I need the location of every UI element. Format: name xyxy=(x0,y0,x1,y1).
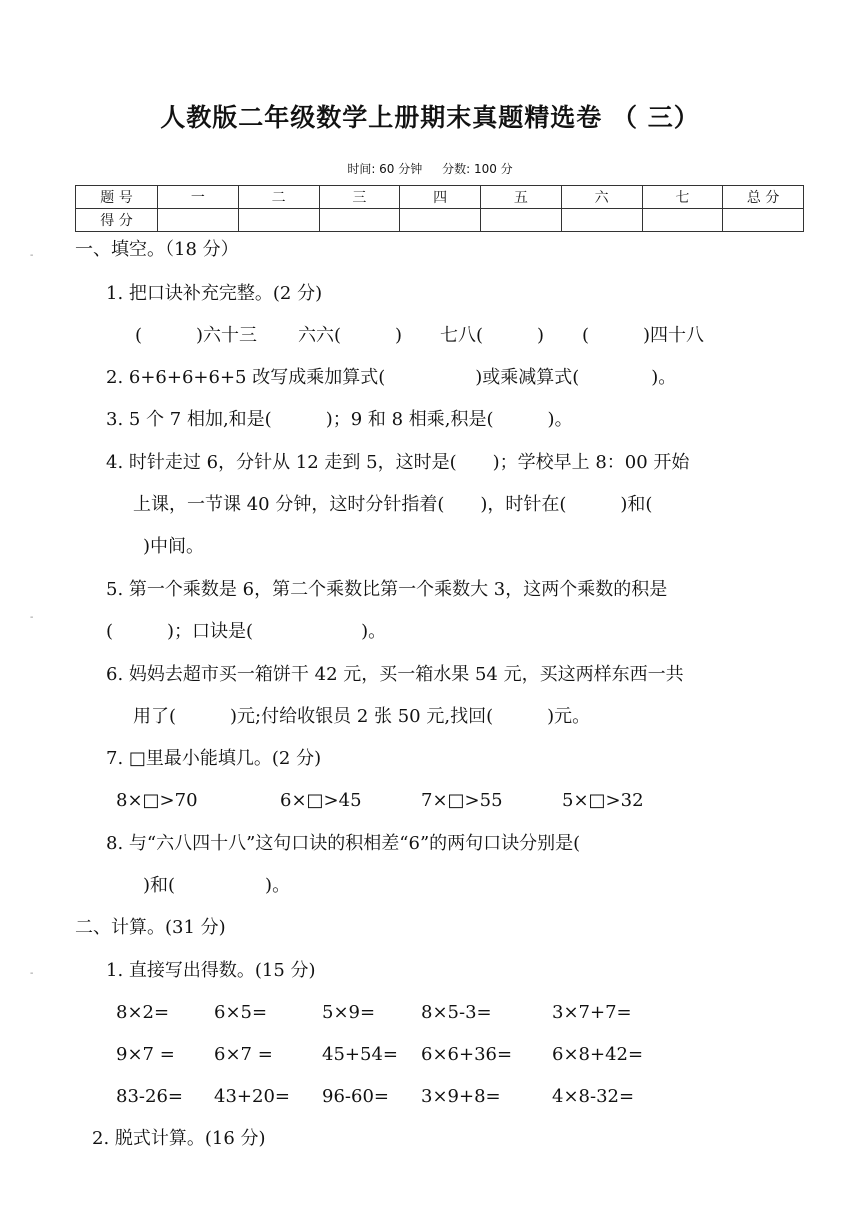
q1-blank: 六六( ) xyxy=(298,325,403,346)
calc-item: 6×5= xyxy=(214,1002,268,1023)
question-4-line-2: 上课，一节课 40 分钟，这时分针指着( )，时针在( )和( xyxy=(133,494,653,515)
section-2-heading: 二、计算。(31 分) xyxy=(75,917,226,938)
q7-item: 5×□>32 xyxy=(562,790,644,811)
q7-item: 7×□>55 xyxy=(421,790,503,811)
margin-mark: - xyxy=(30,250,34,261)
exam-time: 时间: 60 分钟 xyxy=(347,162,423,176)
score-cell xyxy=(642,209,723,232)
score-table-header-cell: 七 xyxy=(642,186,723,209)
margin-mark: - xyxy=(30,612,34,623)
score-cell xyxy=(319,209,400,232)
score-table-row-label: 得 分 xyxy=(76,209,158,232)
calc-item: 96-60= xyxy=(322,1086,389,1107)
score-table-header-row xyxy=(76,186,804,209)
score-table-header-cell: 一 xyxy=(158,186,239,209)
score-table xyxy=(75,185,804,232)
margin-mark: - xyxy=(30,968,34,979)
calc-item: 8×5-3= xyxy=(421,1002,492,1023)
q7-item: 6×□>45 xyxy=(280,790,362,811)
question-4-line-3: )中间。 xyxy=(143,536,205,557)
q1-blank: 七八( ) xyxy=(440,325,545,346)
score-table-header-cell: 三 xyxy=(319,186,400,209)
score-cell xyxy=(723,209,804,232)
q1-blank: ( )四十八 xyxy=(582,325,705,346)
question-2: 2. 6+6+6+6+5 改写成乘加算式( )或乘减算式( )。 xyxy=(106,367,677,388)
calc-item: 6×6+36= xyxy=(421,1044,513,1065)
score-cell xyxy=(481,209,562,232)
score-cell xyxy=(400,209,481,232)
calc-item: 4×8-32= xyxy=(552,1086,635,1107)
score-table-header-cell: 二 xyxy=(238,186,319,209)
calc-item: 45+54= xyxy=(322,1044,398,1065)
question-8-line-1: 8. 与“六八四十八”这句口诀的积相差“6”的两句口诀分别是( xyxy=(106,833,581,854)
question-5-line-1: 5. 第一个乘数是 6，第二个乘数比第一个乘数大 3，这两个乘数的积是 xyxy=(106,579,668,600)
question-7: 7. □里最小能填几。(2 分) xyxy=(106,748,322,769)
question-6-line-1: 6. 妈妈去超市买一箱饼干 42 元，买一箱水果 54 元，买这两样东西一共 xyxy=(106,664,684,685)
calc-item: 3×9+8= xyxy=(421,1086,501,1107)
score-table-header-cell: 题 号 xyxy=(76,186,158,209)
score-cell xyxy=(561,209,642,232)
exam-score: 分数: 100 分 xyxy=(442,162,513,176)
score-table-header-cell: 总 分 xyxy=(723,186,804,209)
calc-item: 8×2= xyxy=(116,1002,170,1023)
question-3: 3. 5 个 7 相加,和是( )；9 和 8 相乘,积是( )。 xyxy=(106,409,573,430)
calc-item: 83-26= xyxy=(116,1086,183,1107)
calc-item: 5×9= xyxy=(322,1002,376,1023)
score-cell xyxy=(238,209,319,232)
calc-item: 6×7 = xyxy=(214,1044,273,1065)
calc-item: 43+20= xyxy=(214,1086,290,1107)
page-title: 人教版二年级数学上册期末真题精选卷 （ 三） xyxy=(160,103,700,132)
question-1: 1. 把口诀补充完整。(2 分) xyxy=(106,283,323,304)
calc-item: 9×7 = xyxy=(116,1044,175,1065)
score-table-header-cell: 六 xyxy=(561,186,642,209)
calc-item: 6×8+42= xyxy=(552,1044,644,1065)
question-6-line-2: 用了( )元;付给收银员 2 张 50 元,找回( )元。 xyxy=(133,706,591,727)
question-4-line-1: 4. 时针走过 6，分针从 12 走到 5，这时是( )；学校早上 8：00 开始 xyxy=(106,452,690,473)
q7-item: 8×□>70 xyxy=(116,790,198,811)
calc-question-1: 1. 直接写出得数。(15 分) xyxy=(106,960,316,981)
score-cell xyxy=(158,209,239,232)
question-5-line-2: ( )；口诀是( )。 xyxy=(106,621,387,642)
section-1-heading: 一、填空。（18 分） xyxy=(75,239,239,260)
calc-item: 3×7+7= xyxy=(552,1002,632,1023)
score-table-header-cell: 五 xyxy=(481,186,562,209)
question-8-line-2: )和( )。 xyxy=(143,875,291,896)
exam-meta xyxy=(0,160,860,177)
score-table-score-row xyxy=(76,209,804,232)
score-table-header-cell: 四 xyxy=(400,186,481,209)
q1-blank: ( )六十三 xyxy=(135,325,258,346)
calc-question-2: 2. 脱式计算。(16 分) xyxy=(92,1128,266,1149)
